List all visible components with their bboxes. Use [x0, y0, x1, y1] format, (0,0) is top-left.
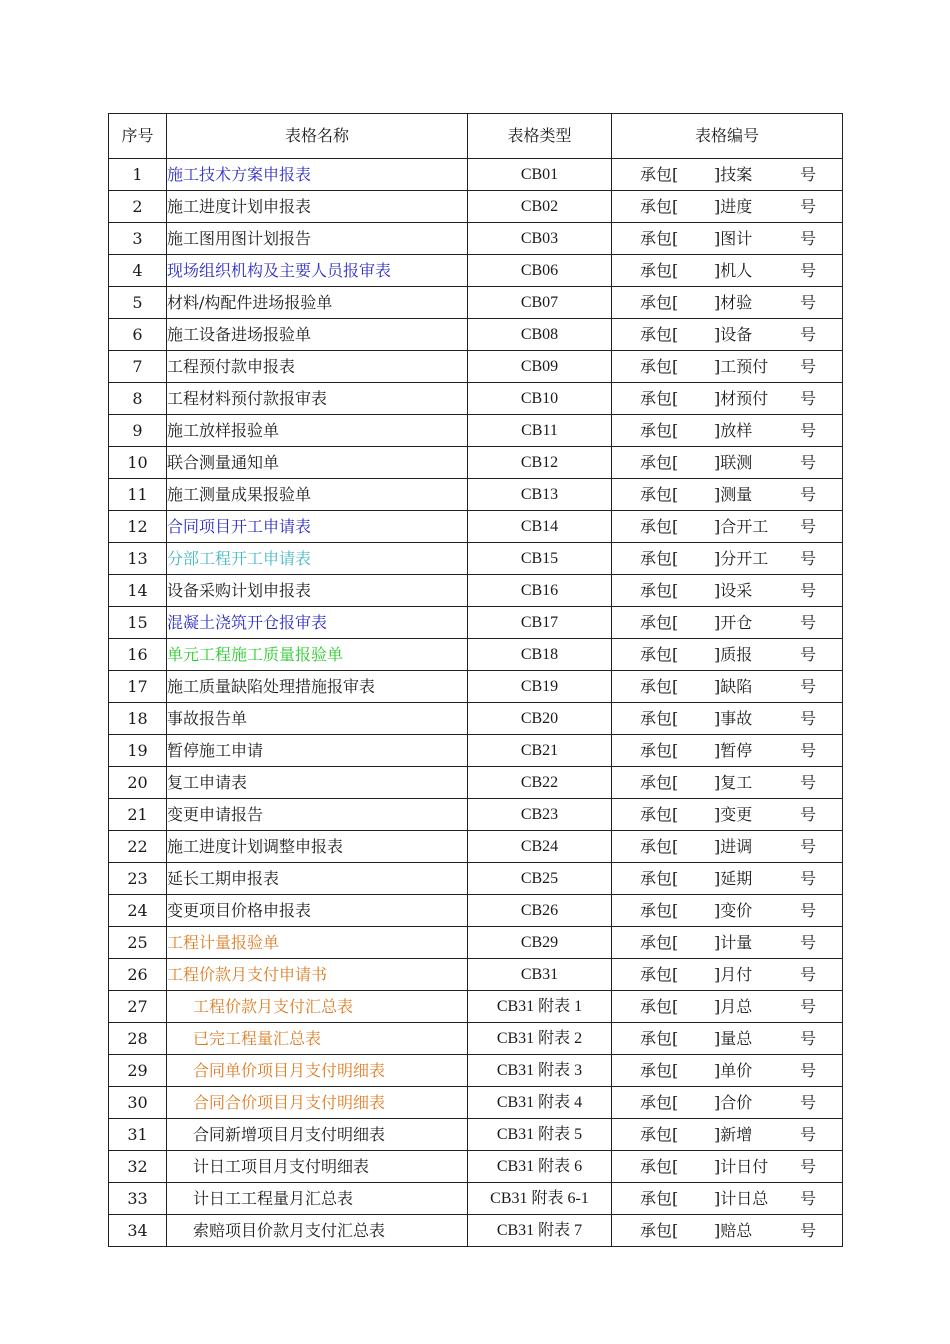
row-index: 4	[109, 255, 167, 287]
form-type: CB23	[468, 799, 612, 831]
form-type: CB19	[468, 671, 612, 703]
table-row	[109, 159, 843, 191]
header-row	[109, 114, 843, 159]
table-row	[109, 703, 843, 735]
form-type: CB31 附表 7	[468, 1215, 612, 1247]
row-index: 14	[109, 575, 167, 607]
table-body	[109, 159, 843, 1247]
code-suffix: 号	[800, 165, 817, 184]
code-suffix: 号	[800, 1061, 817, 1080]
form-code	[612, 927, 843, 959]
code-mid: ]技案	[714, 165, 753, 184]
code-prefix: 承包[	[640, 773, 679, 792]
code-mid: ]材预付	[714, 389, 769, 408]
code-mid: ]测量	[714, 485, 753, 504]
table-row	[109, 1055, 843, 1087]
form-code	[612, 447, 843, 479]
code-prefix: 承包[	[640, 901, 679, 920]
form-name: 计日工项目月支付明细表	[167, 1151, 468, 1183]
row-index: 7	[109, 351, 167, 383]
form-name: 混凝土浇筑开仓报审表	[167, 607, 468, 639]
form-code	[612, 383, 843, 415]
form-code	[612, 799, 843, 831]
header-index: 序号	[109, 114, 167, 159]
code-mid: ]合价	[714, 1093, 753, 1112]
row-index: 34	[109, 1215, 167, 1247]
form-name: 延长工期申报表	[167, 863, 468, 895]
code-mid: ]新增	[714, 1125, 753, 1144]
code-mid: ]分开工	[714, 549, 769, 568]
form-type: CB07	[468, 287, 612, 319]
table-row	[109, 735, 843, 767]
table-row	[109, 415, 843, 447]
table-row	[109, 767, 843, 799]
code-prefix: 承包[	[640, 837, 679, 856]
form-name: 施工测量成果报验单	[167, 479, 468, 511]
form-type: CB01	[468, 159, 612, 191]
form-name: 变更项目价格申报表	[167, 895, 468, 927]
row-index: 16	[109, 639, 167, 671]
form-type: CB11	[468, 415, 612, 447]
form-name: 施工进度计划申报表	[167, 191, 468, 223]
code-suffix: 号	[800, 389, 817, 408]
code-mid: ]材验	[714, 293, 753, 312]
form-code	[612, 703, 843, 735]
row-index: 27	[109, 991, 167, 1023]
table-row	[109, 831, 843, 863]
form-name: 施工图用图计划报告	[167, 223, 468, 255]
code-mid: ]开仓	[714, 613, 753, 632]
row-index: 20	[109, 767, 167, 799]
code-suffix: 号	[800, 485, 817, 504]
form-code	[612, 1023, 843, 1055]
form-name: 工程预付款申报表	[167, 351, 468, 383]
form-type: CB26	[468, 895, 612, 927]
row-index: 5	[109, 287, 167, 319]
form-type: CB20	[468, 703, 612, 735]
row-index: 22	[109, 831, 167, 863]
code-mid: ]计日付	[714, 1157, 769, 1176]
code-prefix: 承包[	[640, 453, 679, 472]
table-row	[109, 447, 843, 479]
form-code	[612, 991, 843, 1023]
row-index: 9	[109, 415, 167, 447]
table-row	[109, 575, 843, 607]
code-mid: ]联测	[714, 453, 753, 472]
form-code	[612, 959, 843, 991]
code-mid: ]进度	[714, 197, 753, 216]
form-code	[612, 511, 843, 543]
table-row	[109, 1023, 843, 1055]
form-code	[612, 415, 843, 447]
row-index: 21	[109, 799, 167, 831]
table-row	[109, 1151, 843, 1183]
form-type: CB17	[468, 607, 612, 639]
form-code	[612, 575, 843, 607]
form-type: CB02	[468, 191, 612, 223]
form-type: CB14	[468, 511, 612, 543]
table-row	[109, 543, 843, 575]
form-type: CB16	[468, 575, 612, 607]
row-index: 12	[109, 511, 167, 543]
form-name: 已完工程量汇总表	[167, 1023, 468, 1055]
form-type: CB31 附表 1	[468, 991, 612, 1023]
form-code	[612, 895, 843, 927]
code-prefix: 承包[	[640, 293, 679, 312]
code-mid: ]月付	[714, 965, 753, 984]
row-index: 25	[109, 927, 167, 959]
code-suffix: 号	[800, 837, 817, 856]
code-mid: ]质报	[714, 645, 753, 664]
form-name: 施工技术方案申报表	[167, 159, 468, 191]
code-suffix: 号	[800, 197, 817, 216]
code-suffix: 号	[800, 517, 817, 536]
code-prefix: 承包[	[640, 965, 679, 984]
table-row	[109, 287, 843, 319]
code-suffix: 号	[800, 677, 817, 696]
code-mid: ]量总	[714, 1029, 753, 1048]
form-code	[612, 319, 843, 351]
form-type: CB06	[468, 255, 612, 287]
form-name: 单元工程施工质量报验单	[167, 639, 468, 671]
code-prefix: 承包[	[640, 1125, 679, 1144]
form-name: 分部工程开工申请表	[167, 543, 468, 575]
code-prefix: 承包[	[640, 709, 679, 728]
form-name: 施工质量缺陷处理措施报审表	[167, 671, 468, 703]
table-row	[109, 1087, 843, 1119]
table-row	[109, 1215, 843, 1247]
form-type: CB31 附表 6	[468, 1151, 612, 1183]
form-type: CB10	[468, 383, 612, 415]
form-code	[612, 351, 843, 383]
table-row	[109, 863, 843, 895]
code-prefix: 承包[	[640, 1189, 679, 1208]
form-type: CB31 附表 2	[468, 1023, 612, 1055]
form-type: CB31 附表 5	[468, 1119, 612, 1151]
code-suffix: 号	[800, 325, 817, 344]
form-name: 合同合价项目月支付明细表	[167, 1087, 468, 1119]
code-suffix: 号	[800, 645, 817, 664]
code-prefix: 承包[	[640, 613, 679, 632]
code-suffix: 号	[800, 773, 817, 792]
code-suffix: 号	[800, 453, 817, 472]
row-index: 15	[109, 607, 167, 639]
table-row	[109, 991, 843, 1023]
code-suffix: 号	[800, 1029, 817, 1048]
form-name: 施工进度计划调整申报表	[167, 831, 468, 863]
form-name: 事故报告单	[167, 703, 468, 735]
form-name: 变更申请报告	[167, 799, 468, 831]
code-suffix: 号	[800, 421, 817, 440]
form-name: 工程材料预付款报审表	[167, 383, 468, 415]
form-name: 施工设备进场报验单	[167, 319, 468, 351]
code-mid: ]赔总	[714, 1221, 753, 1240]
header-name: 表格名称	[167, 114, 468, 159]
row-index: 32	[109, 1151, 167, 1183]
code-prefix: 承包[	[640, 1061, 679, 1080]
code-prefix: 承包[	[640, 389, 679, 408]
code-suffix: 号	[800, 261, 817, 280]
code-suffix: 号	[800, 933, 817, 952]
table-row	[109, 383, 843, 415]
form-code	[612, 863, 843, 895]
code-suffix: 号	[800, 805, 817, 824]
table-row	[109, 319, 843, 351]
code-prefix: 承包[	[640, 741, 679, 760]
table-row	[109, 351, 843, 383]
code-mid: ]复工	[714, 773, 753, 792]
code-prefix: 承包[	[640, 869, 679, 888]
row-index: 1	[109, 159, 167, 191]
form-name: 材料/构配件进场报验单	[167, 287, 468, 319]
form-code	[612, 1087, 843, 1119]
code-suffix: 号	[800, 901, 817, 920]
code-mid: ]设采	[714, 581, 753, 600]
form-code	[612, 1215, 843, 1247]
code-prefix: 承包[	[640, 325, 679, 344]
form-code	[612, 671, 843, 703]
form-code	[612, 831, 843, 863]
form-code	[612, 159, 843, 191]
code-suffix: 号	[800, 357, 817, 376]
code-mid: ]计日总	[714, 1189, 769, 1208]
form-name: 现场组织机构及主要人员报审表	[167, 255, 468, 287]
form-type: CB12	[468, 447, 612, 479]
table-row	[109, 671, 843, 703]
table-row	[109, 607, 843, 639]
code-mid: ]进调	[714, 837, 753, 856]
code-prefix: 承包[	[640, 1029, 679, 1048]
form-code	[612, 543, 843, 575]
form-code	[612, 607, 843, 639]
table-header	[109, 114, 843, 159]
form-name: 工程价款月支付申请书	[167, 959, 468, 991]
form-name: 复工申请表	[167, 767, 468, 799]
row-index: 11	[109, 479, 167, 511]
table-row	[109, 479, 843, 511]
code-mid: ]延期	[714, 869, 753, 888]
code-suffix: 号	[800, 741, 817, 760]
row-index: 2	[109, 191, 167, 223]
code-mid: ]缺陷	[714, 677, 753, 696]
code-prefix: 承包[	[640, 645, 679, 664]
code-mid: ]计量	[714, 933, 753, 952]
code-suffix: 号	[800, 997, 817, 1016]
code-suffix: 号	[800, 613, 817, 632]
table-row	[109, 799, 843, 831]
table-row	[109, 927, 843, 959]
form-type: CB22	[468, 767, 612, 799]
code-prefix: 承包[	[640, 805, 679, 824]
form-name: 工程计量报验单	[167, 927, 468, 959]
code-suffix: 号	[800, 229, 817, 248]
code-suffix: 号	[800, 1221, 817, 1240]
form-type: CB31 附表 6-1	[468, 1183, 612, 1215]
form-name: 合同项目开工申请表	[167, 511, 468, 543]
form-code	[612, 735, 843, 767]
code-prefix: 承包[	[640, 261, 679, 280]
code-prefix: 承包[	[640, 517, 679, 536]
form-code	[612, 287, 843, 319]
code-mid: ]放样	[714, 421, 753, 440]
form-type: CB21	[468, 735, 612, 767]
form-type: CB15	[468, 543, 612, 575]
row-index: 33	[109, 1183, 167, 1215]
code-prefix: 承包[	[640, 229, 679, 248]
table-row	[109, 511, 843, 543]
form-type: CB03	[468, 223, 612, 255]
code-mid: ]事故	[714, 709, 753, 728]
code-mid: ]变更	[714, 805, 753, 824]
code-prefix: 承包[	[640, 485, 679, 504]
table-row	[109, 191, 843, 223]
form-code	[612, 1151, 843, 1183]
form-name: 工程价款月支付汇总表	[167, 991, 468, 1023]
table-row	[109, 639, 843, 671]
form-name: 合同新增项目月支付明细表	[167, 1119, 468, 1151]
code-mid: ]图计	[714, 229, 753, 248]
code-suffix: 号	[800, 869, 817, 888]
row-index: 26	[109, 959, 167, 991]
row-index: 10	[109, 447, 167, 479]
form-name: 索赔项目价款月支付汇总表	[167, 1215, 468, 1247]
form-code	[612, 1119, 843, 1151]
form-code	[612, 191, 843, 223]
form-code	[612, 223, 843, 255]
form-type: CB31	[468, 959, 612, 991]
form-type: CB31 附表 3	[468, 1055, 612, 1087]
code-suffix: 号	[800, 1093, 817, 1112]
code-prefix: 承包[	[640, 933, 679, 952]
table-row	[109, 255, 843, 287]
code-mid: ]合开工	[714, 517, 769, 536]
row-index: 8	[109, 383, 167, 415]
row-index: 13	[109, 543, 167, 575]
table-row	[109, 959, 843, 991]
table-row	[109, 1183, 843, 1215]
code-suffix: 号	[800, 1157, 817, 1176]
row-index: 24	[109, 895, 167, 927]
row-index: 17	[109, 671, 167, 703]
table-row	[109, 1119, 843, 1151]
code-suffix: 号	[800, 1125, 817, 1144]
row-index: 23	[109, 863, 167, 895]
code-mid: ]工预付	[714, 357, 769, 376]
form-name: 联合测量通知单	[167, 447, 468, 479]
row-index: 29	[109, 1055, 167, 1087]
form-code	[612, 479, 843, 511]
code-mid: ]变价	[714, 901, 753, 920]
table-row	[109, 895, 843, 927]
code-suffix: 号	[800, 549, 817, 568]
code-prefix: 承包[	[640, 1221, 679, 1240]
code-prefix: 承包[	[640, 421, 679, 440]
form-name: 合同单价项目月支付明细表	[167, 1055, 468, 1087]
code-prefix: 承包[	[640, 581, 679, 600]
code-prefix: 承包[	[640, 1093, 679, 1112]
form-code	[612, 1055, 843, 1087]
code-prefix: 承包[	[640, 357, 679, 376]
form-type: CB09	[468, 351, 612, 383]
code-mid: ]单价	[714, 1061, 753, 1080]
form-type: CB18	[468, 639, 612, 671]
row-index: 6	[109, 319, 167, 351]
code-prefix: 承包[	[640, 197, 679, 216]
row-index: 18	[109, 703, 167, 735]
code-mid: ]暂停	[714, 741, 753, 760]
header-type: 表格类型	[468, 114, 612, 159]
form-name: 设备采购计划申报表	[167, 575, 468, 607]
code-mid: ]设备	[714, 325, 753, 344]
code-suffix: 号	[800, 581, 817, 600]
code-mid: ]月总	[714, 997, 753, 1016]
form-name: 施工放样报验单	[167, 415, 468, 447]
row-index: 30	[109, 1087, 167, 1119]
code-prefix: 承包[	[640, 1157, 679, 1176]
form-type: CB25	[468, 863, 612, 895]
row-index: 31	[109, 1119, 167, 1151]
forms-table	[108, 113, 843, 1247]
form-code	[612, 639, 843, 671]
form-code	[612, 767, 843, 799]
row-index: 19	[109, 735, 167, 767]
form-type: CB13	[468, 479, 612, 511]
form-name: 计日工工程量月汇总表	[167, 1183, 468, 1215]
form-type: CB24	[468, 831, 612, 863]
form-name: 暂停施工申请	[167, 735, 468, 767]
form-type: CB08	[468, 319, 612, 351]
header-code: 表格编号	[612, 114, 843, 159]
code-mid: ]机人	[714, 261, 753, 280]
form-type: CB31 附表 4	[468, 1087, 612, 1119]
table-row	[109, 223, 843, 255]
code-prefix: 承包[	[640, 997, 679, 1016]
code-suffix: 号	[800, 1189, 817, 1208]
code-prefix: 承包[	[640, 677, 679, 696]
form-code	[612, 255, 843, 287]
row-index: 3	[109, 223, 167, 255]
row-index: 28	[109, 1023, 167, 1055]
code-suffix: 号	[800, 293, 817, 312]
form-type: CB29	[468, 927, 612, 959]
code-suffix: 号	[800, 709, 817, 728]
form-code	[612, 1183, 843, 1215]
code-suffix: 号	[800, 965, 817, 984]
code-prefix: 承包[	[640, 549, 679, 568]
code-prefix: 承包[	[640, 165, 679, 184]
